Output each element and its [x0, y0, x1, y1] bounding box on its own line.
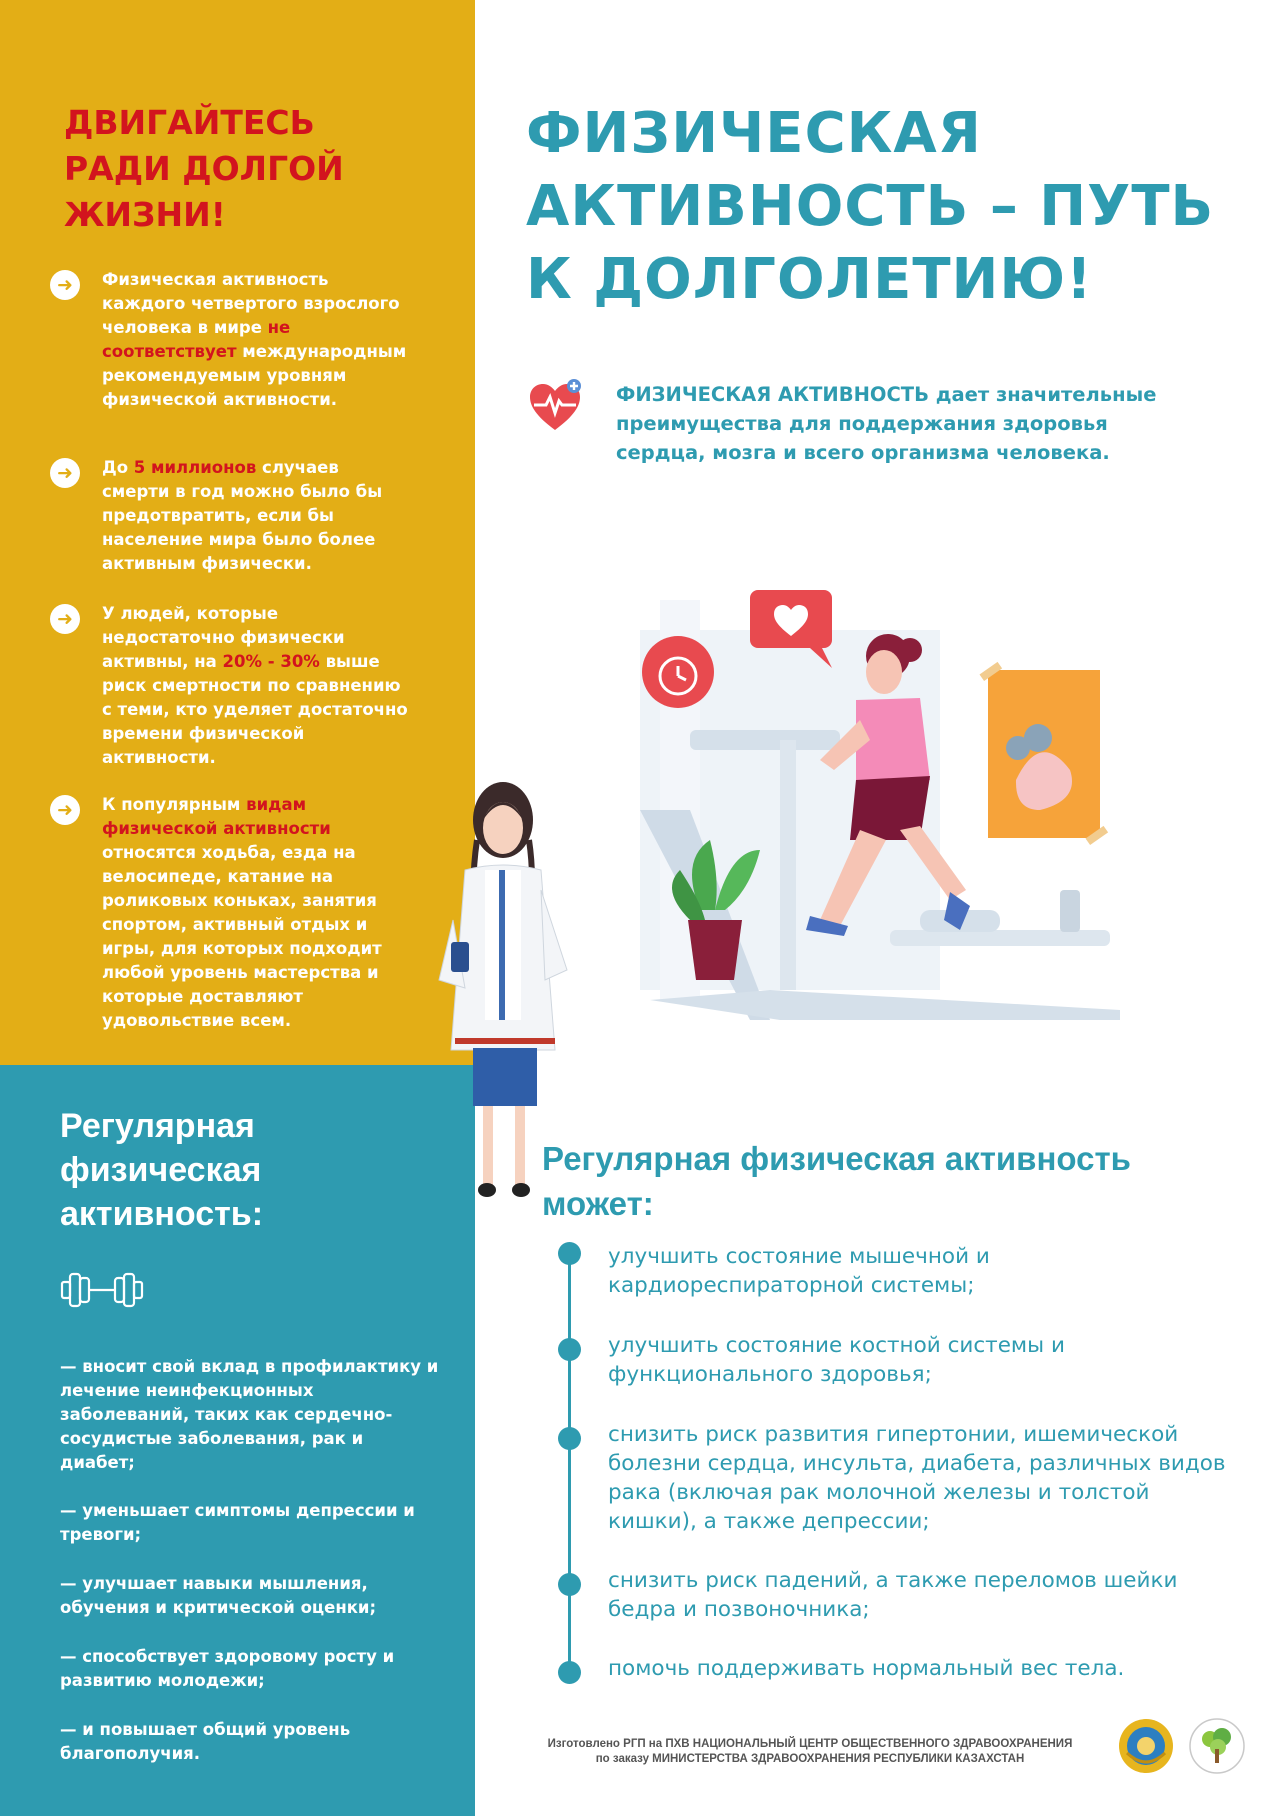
benefit-list-item: — улучшает навыки мышления, обучения и критической оценки;	[60, 1574, 377, 1617]
timeline-dot	[558, 1338, 581, 1361]
footer-credit: Изготовлено РГП на ПХВ НАЦИОНАЛЬНЫЙ ЦЕНТР ОБЩЕСТВЕННОГО ЗДРАВООХРАНЕНИЯ по заказу МИНИСТЕРСТВА ЗДРАВООХРАНЕНИЯ РЕСПУБЛИКИ КАЗАХСТАН	[547, 1738, 1073, 1765]
fact-item	[50, 456, 410, 576]
fact-item	[50, 793, 410, 1033]
timeline-dot	[558, 1573, 581, 1596]
treadmill-illustration	[620, 580, 1140, 1040]
timeline-dot	[558, 1242, 581, 1265]
fact-text: До 5 миллионов случаев смерти в год можно было бы предотвратить, если бы население мира было более активным физически.	[102, 458, 383, 573]
benefit-item: улучшить состояние мышечной и кардиореспираторной системы;	[608, 1244, 990, 1298]
heart-pulse-icon	[526, 378, 584, 436]
page-title: ФИЗИЧЕСКАЯ АКТИВНОСТЬ – ПУТЬ К ДОЛГОЛЕТИЮ!	[526, 101, 1215, 312]
intro-text: ФИЗИЧЕСКАЯ АКТИВНОСТЬ дает значительные преимущества для поддержания здоровья сердца, мозга и всего организма человека.	[616, 383, 1157, 464]
state-emblem-logo	[1117, 1717, 1175, 1775]
fact-item	[50, 268, 410, 412]
arrow-right-icon: ➜	[50, 458, 80, 488]
timeline-dot	[558, 1661, 581, 1684]
arrow-right-icon: ➜	[50, 604, 80, 634]
fact-text: У людей, которые недостаточно физически активны, на 20% - 30% выше риск смертности по сравнению с теми, кто уделяет достаточно времени физической активности.	[102, 604, 408, 767]
left-title: ДВИГАЙТЕСЬ РАДИ ДОЛГОЙ ЖИЗНИ!	[64, 103, 344, 234]
fact-item	[50, 602, 410, 770]
health-center-logo	[1188, 1717, 1246, 1775]
dumbbell-icon	[60, 1268, 144, 1312]
arrow-right-icon: ➜	[50, 795, 80, 825]
arrow-right-icon: ➜	[50, 270, 80, 300]
benefit-list-item: — и повышает общий уровень благополучия.	[60, 1720, 351, 1763]
benefits-title: Регулярная физическая активность может:	[542, 1140, 1131, 1222]
timeline-line	[568, 1252, 571, 1672]
timeline-dot	[558, 1427, 581, 1450]
benefit-list-item: — способствует здоровому росту и развитию молодежи;	[60, 1647, 395, 1690]
benefit-item: помочь поддерживать нормальный вес тела.	[608, 1656, 1125, 1681]
fact-text: Физическая активность каждого четвертого взрослого человека в мире не соответствует международным рекомендуемым уровням физической активности.	[102, 270, 407, 409]
benefit-list-item: — уменьшает симптомы депрессии и тревоги;	[60, 1501, 415, 1544]
benefit-item: снизить риск развития гипертонии, ишемической болезни сердца, инсульта, диабета, различных видов рака (включая рак молочной железы и толстой кишки), а также депрессии;	[608, 1422, 1226, 1534]
benefit-item: улучшить состояние костной системы и функционального здоровья;	[608, 1333, 1065, 1387]
teal-title: Регулярная физическая активность:	[60, 1107, 264, 1233]
fact-text: К популярным видам физической активности относятся ходьба, езда на велосипеде, катание на роликовых коньках, занятия спортом, активный отдых и игры, для которых подходит любой уровень мастерства и которые доставляют удовольствие всем.	[102, 795, 382, 1030]
benefit-item: снизить риск падений, а также переломов шейки бедра и позвоночника;	[608, 1568, 1178, 1622]
benefit-list-item: — вносит свой вклад в профилактику и лечение неинфекционных заболеваний, таких как сердечно-сосудистые заболевания, рак и диабет;	[60, 1357, 439, 1472]
